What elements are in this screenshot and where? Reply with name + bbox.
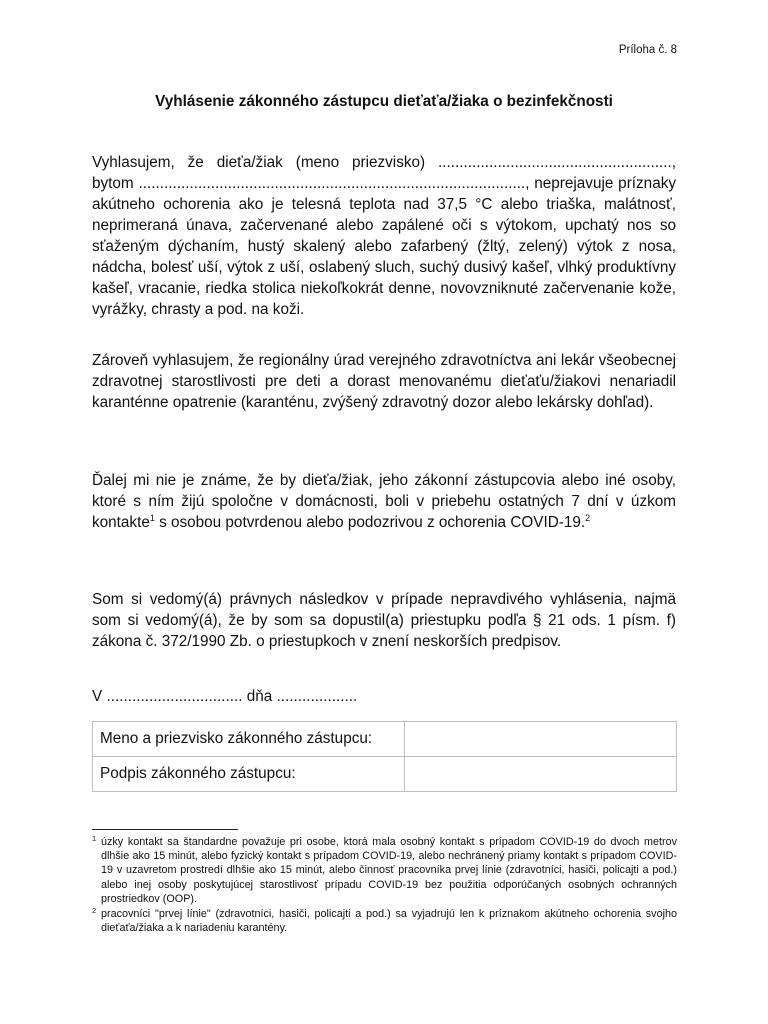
footnote-number: 2 (92, 906, 97, 915)
guardian-name-label: Meno a priezvisko zákonného zástupcu: (93, 722, 405, 757)
guardian-signature-field[interactable] (405, 757, 677, 792)
quarantine-paragraph: Zároveň vyhlasujem, že regionálny úrad verejného zdravotníctva ani lekár všeobecnej zdravotnej starostlivosti pre deti a dorast menovanému dieťaťu/žiakovi nenariadil karanténne opatrenie (karanténu, zvýšený zdravotný dozor alebo lekársky dohľad). (92, 352, 676, 411)
footnote-number: 1 (92, 834, 97, 843)
footnote-1 (92, 835, 677, 906)
guardian-name-field[interactable] (405, 722, 677, 757)
legal-consequences-paragraph: Som si vedomý(á) právnych následkov v prípade nepravdivého vyhlásenia, najmä som si vedomý(á), že by som sa dopustil(a) priestupku podľa § 21 ods. 1 písm. f) zákona č. 372/1990 Zb. o priestupkoch v znení neskorších predpisov. (92, 591, 676, 650)
footnote-ref-1[interactable]: 1 (149, 512, 155, 523)
place-date-line: V ................................ dňa ................... (92, 688, 358, 705)
declaration-paragraph: Vyhlasujem, že dieťa/žiak (meno priezvisko) ......................................................., bytom ..........................................................................................., neprejavuje príznaky akútneho ochorenia ako je telesná teplota nad 37,5 °C alebo triaška, malátnosť, neprimeraná únava, začervenané alebo zapálené oči s výtokom, upchatý nos so sťaženým dýchaním, hustý skalený alebo zafarbený (žltý, zelený) výtok z nosa, nádcha, bolesť uší, výtok z uší, oslabený sluch, suchý dusivý kašeľ, vlhký produktívny kašeľ, vracanie, riedka stolica niekoľkokrát denne, novovzniknuté začervenanie kože, vyrážky, chrasty a pod. na koži. (92, 154, 676, 318)
document-title: Vyhlásenie zákonného zástupcu dieťaťa/žiaka o bezinfekčnosti (155, 93, 613, 110)
contact-text-b: s osobou potvrdenou alebo podozrivou z ochorenia COVID-19. (154, 514, 586, 531)
footnote-text: úzky kontakt sa štandardne považuje pri osobe, ktorá mala osobný kontakt s prípadom COVID-19 do dvoch metrov dlhšie ako 15 minút, alebo fyzický kontakt s prípadom COVID-19, alebo nechránený priamy kontakt s prípadom COVID-19 v uzavretom prostredí dlhšie ako 15 minút, alebo činnosť pracovníka prvej línie (zdravotníci, hasiči, policajti a pod.) alebo inej osoby poskytujúcej starostlivosť prípadu COVID-19 bez použitia odporúčaných osobných ochranných prostriedkov (OOP). (101, 836, 677, 905)
footnote-ref-2[interactable]: 2 (585, 512, 591, 523)
table-row (93, 722, 677, 757)
footnote-separator (92, 829, 238, 830)
contact-text-a: Ďalej mi nie je známe, že by dieťa/žiak, jeho zákonní zástupcovia alebo iné osoby, ktoré s ním žijú spoločne v domácnosti, boli v priebehu ostatných 7 dní v úzkom kontakte (92, 472, 676, 531)
signature-table (92, 721, 677, 792)
footnote-text: pracovníci "prvej línie" (zdravotníci, hasiči, policajti a pod.) sa vyjadrujú len k príznakom akútneho ochorenia svojho dieťaťa/žiaka a k nariadeniu karantény. (101, 908, 677, 935)
footnote-2 (92, 907, 677, 935)
attachment-label: Príloha č. 8 (618, 44, 677, 56)
guardian-signature-label: Podpis zákonného zástupcu: (93, 757, 405, 792)
contact-paragraph (92, 470, 676, 533)
table-row (93, 757, 677, 792)
